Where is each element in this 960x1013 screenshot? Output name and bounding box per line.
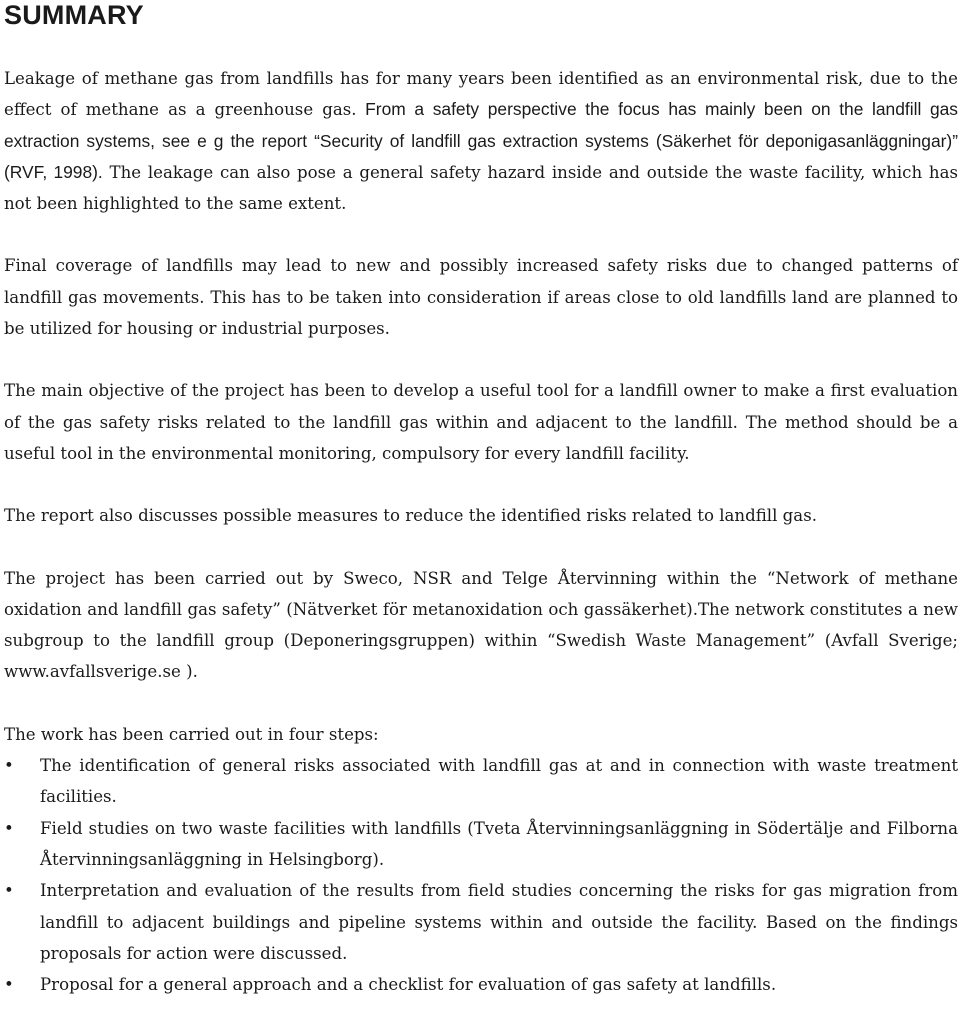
page-title: SUMMARY	[4, 0, 144, 30]
bullet-icon: •	[4, 818, 14, 838]
bullet-icon: •	[4, 975, 14, 995]
steps-list	[4, 750, 958, 1000]
step-text: Proposal for a general approach and a checklist for evaluation of gas safety at landfills.	[40, 975, 777, 995]
step-text: Interpretation and evaluation of the results from field studies concerning the risks for gas migration from landfill to adjacent buildings and pipeline systems within and outside the facility. Based on the findings proposals for action were discussed.	[40, 881, 958, 963]
list-item	[4, 875, 958, 969]
paragraph-leakage-part3: The leakage can also pose a general safety hazard inside and outside the waste facility, which has not been highlighted to the same extent.	[4, 162, 959, 214]
document-page	[4, 0, 958, 1000]
step-text: Field studies on two waste facilities with landfills (Tveta Återvinningsanläggning in Södertälje and Filborna Återvinningsanläggning in Helsingborg).	[40, 818, 958, 869]
step-text: The identification of general risks associated with landfill gas at and in connection with waste treatment facilities.	[40, 756, 958, 807]
paragraph-project: The project has been carried out by Sweco, NSR and Telge Återvinning within the “Network of methane oxidation and landfill gas safety” (Nätverket för metanoxidation och gassäkerhet).The network constitutes a new subgroup to the landfill group (Deponeringsgruppen) within “Swedish Waste Management” (Avfall Sverige; www.avfallsverige.se ).	[4, 568, 958, 682]
paragraph-leakage	[4, 63, 958, 219]
bullet-icon: •	[4, 881, 14, 901]
bullet-icon: •	[4, 756, 14, 776]
list-item	[4, 750, 958, 813]
paragraph-leakage-part2: From a safety perspective the focus has mainly been on the landfill gas extraction systems, see e g the report “Security of landfill gas extraction systems (Säkerhet för deponigasanläggningar)” (RVF, 1998).	[4, 99, 959, 182]
paragraph-final-coverage: Final coverage of landfills may lead to new and possibly increased safety risks due to changed patterns of landfill gas movements. This has to be taken into consideration if areas close to old landfills land are planned to be utilized for housing or industrial purposes.	[4, 256, 958, 339]
paragraph-leakage-part1: Leakage of methane gas from landfills has for many years been identified as an environmental risk, due to the effect of methane as a greenhouse gas.	[4, 69, 958, 120]
steps-intro: The work has been carried out in four steps:	[4, 724, 379, 744]
paragraph-measures: The report also discusses possible measures to reduce the identified risks related to landfill gas.	[4, 506, 817, 526]
paragraph-objective: The main objective of the project has been to develop a useful tool for a landfill owner to make a first evaluation of the gas safety risks related to the landfill gas within and adjacent to the landfill. The method should be a useful tool in the environmental monitoring, compulsory for every landfill facility.	[4, 381, 958, 463]
list-item	[4, 813, 958, 876]
list-item	[4, 969, 958, 1000]
